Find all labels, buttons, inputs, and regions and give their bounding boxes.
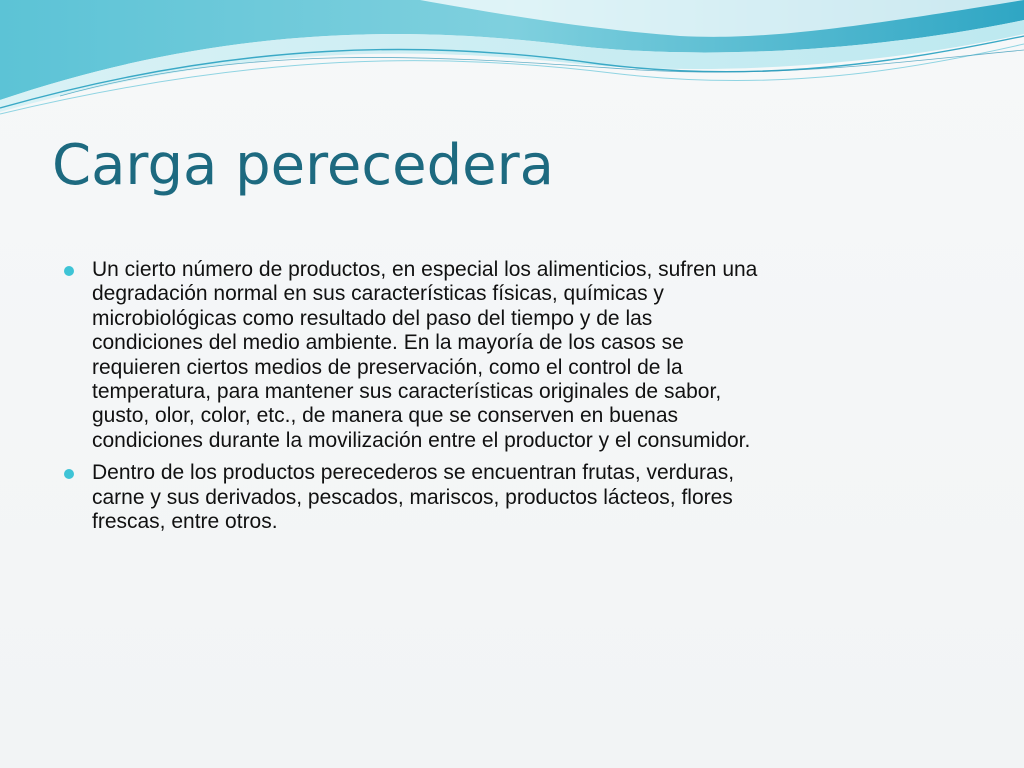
bullet-item bbox=[62, 461, 762, 534]
bullet-list bbox=[62, 258, 762, 542]
slide-title: Carga perecedera bbox=[52, 133, 554, 198]
bullet-text: Dentro de los productos perecederos se encuentran frutas, verduras, carne y sus derivados, pescados, mariscos, productos lácteos, flores frescas, entre otros. bbox=[92, 461, 735, 534]
circle-bullet-icon bbox=[64, 266, 74, 276]
header-wave-decoration bbox=[0, 0, 1024, 130]
circle-bullet-icon bbox=[64, 469, 74, 479]
bullet-item bbox=[62, 258, 762, 453]
bullet-text: Un cierto número de productos, en especial los alimenticios, sufren una degradación normal en sus características físicas, químicas y microbiológicas como resultado del paso del tiempo y de las condiciones del medio ambiente. En la mayoría de los casos se requieren ciertos medios de preservación, como el control de la temperatura, para mantener sus características originales de sabor, gusto, olor, color, etc., de manera que se conserven en buenas condiciones durante la movilización entre el productor y el consumidor. bbox=[92, 258, 758, 452]
